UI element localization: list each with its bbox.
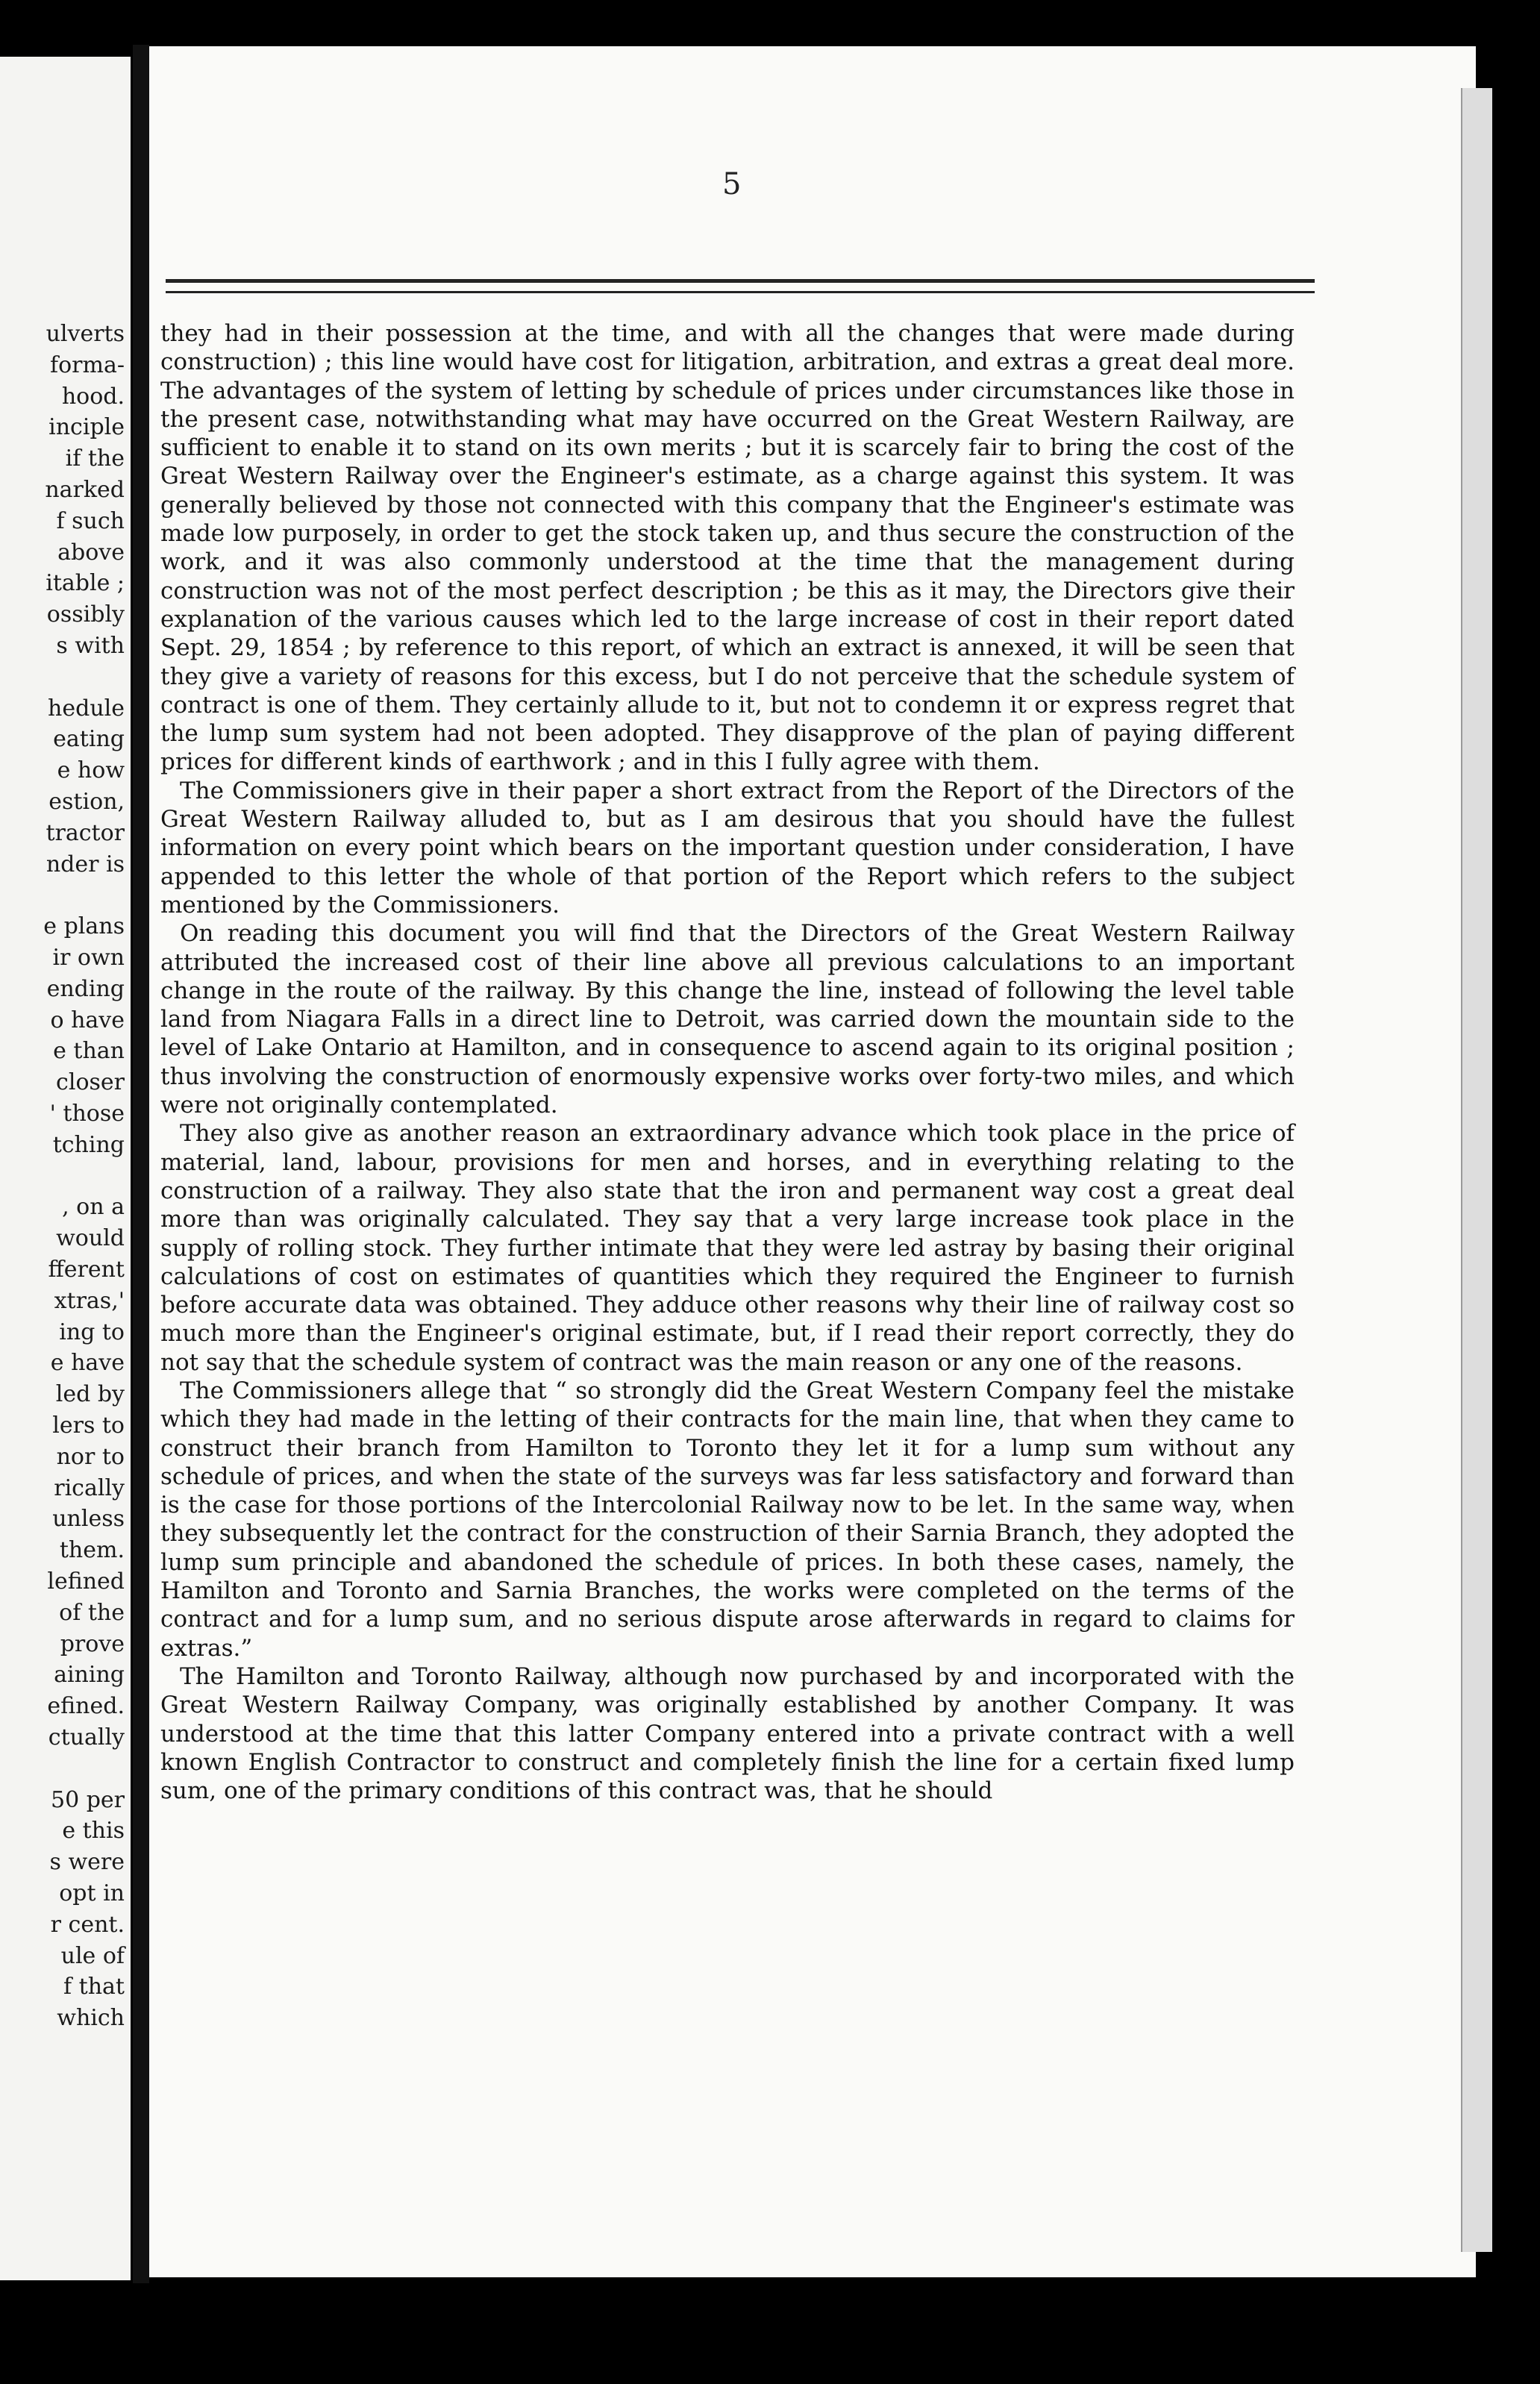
margin-fragment: them. [59, 1537, 125, 1564]
margin-fragment: itable ; [46, 570, 125, 597]
margin-fragment: led by [55, 1381, 125, 1408]
margin-fragment: s were [49, 1849, 125, 1876]
margin-fragment: estion, [48, 789, 125, 815]
margin-fragment: lefined [47, 1568, 125, 1595]
margin-fragment: fferent [48, 1257, 125, 1283]
page-gutter [133, 45, 149, 2283]
margin-fragment: ing to [59, 1318, 125, 1345]
margin-fragment: xtras,' [54, 1287, 125, 1314]
margin-fragment: lers to [52, 1412, 125, 1439]
margin-fragment: e plans [43, 913, 125, 940]
margin-fragment: ossibly [46, 601, 125, 628]
page-edge [1461, 88, 1492, 2252]
body-text [160, 319, 1295, 1805]
margin-fragment: hedule [48, 695, 125, 722]
margin-fragment: rically [54, 1474, 125, 1501]
margin-fragment: 50 per [50, 1786, 125, 1813]
page-number: 5 [722, 167, 742, 201]
margin-fragment: f such [56, 507, 125, 534]
margin-fragment: aining [54, 1662, 125, 1689]
margin-fragment: of the [59, 1599, 125, 1626]
margin-fragment: ir own [52, 945, 125, 971]
header-rule [166, 279, 1315, 283]
paragraph: They also give as another reason an extraordinary advance which took place in the price of material, land, labour, provisions for men and horses, and in everything relating to the construction of a railway. They also state that the iron and permanent way cost a great deal more than was originally calculated. They say that a very large increase took place in the supply of rolling stock. They further intimate that they were led astray by basing their original calculations of cost on estimates of quantities which they required the Engineer to furnish before accurate data was obtained. They adduce other reasons why their line of railway cost so much more than the Engineer's original estimate, but, if I read their report correctly, they do not say that the schedule system of contract was the main reason or any one of the reasons. [160, 1120, 1295, 1376]
margin-fragment: forma- [50, 351, 125, 378]
margin-fragment: , on a [62, 1194, 125, 1221]
previous-page-margin [0, 57, 131, 2280]
margin-fragment: eating [53, 726, 125, 753]
paragraph: On reading this document you will find that the Directors of the Great Western Railway attributed the increased cost of their line above all previous calculations to an important change in the route of the railway. By this change the line, instead of following the level table land from Niagara Falls in a direct line to Detroit, was carried down the mountain side to the level of Lake Ontario at Hamilton, and in consequence to ascend again to its original position ; thus involving the construction of enormously expensive works over forty-two miles, and which were not originally contemplated. [160, 920, 1295, 1119]
margin-fragment: which [57, 2005, 125, 2032]
margin-fragment: ' those [49, 1101, 125, 1127]
margin-fragment: e how [57, 757, 125, 784]
margin-fragment: closer [56, 1069, 125, 1096]
margin-fragment: narked [45, 477, 125, 503]
margin-fragment: above [57, 539, 125, 566]
margin-fragment: inciple [48, 414, 125, 441]
margin-fragment: nder is [46, 851, 125, 877]
paragraph: they had in their possession at the time, and with all the changes that were made during construction) ; this line would have cost for litigation, arbitration, and extras a great deal more. The advantages of the system of letting by schedule of prices under circumstances like those in the present case, notwithstanding what may have occurred on the Great Western Railway, are sufficient to enable it to stand on its own merits ; but it is scarcely fair to bring the cost of the Great Western Railway over the Engineer's estimate, as a charge against this system. It was generally believed by those not connected with this company that the Engineer's estimate was made low purposely, in order to get the stock taken up, and thus secure the construction of the work, and it was also commonly understood at the time that the management during construction was not of the most perfect description ; be this as it may, the Directors give their explanation of the various causes which led to the large increase of cost in their report dated Sept. 29, 1854 ; by reference to this report, of which an extract is annexed, it will be seen that they give a variety of reasons for this excess, but I do not perceive that the schedule system of contract is one of them. They certainly allude to it, but not to condemn it or express regret that the lump sum system had not been adopted. They disapprove of the plan of paying different prices for different kinds of earthwork ; and in this I fully agree with them. [160, 320, 1295, 776]
paragraph: The Hamilton and Toronto Railway, although now purchased by and incorporated with the Great Western Railway Company, was originally established by another Company. It was understood at the time that this latter Company entered into a private contract with a well known English Contractor to construct and completely finish the line for a certain fixed lump sum, one of the primary conditions of this contract was, that he should [160, 1662, 1295, 1805]
margin-fragment: if the [65, 445, 125, 472]
margin-fragment: f that [63, 1974, 125, 2000]
margin-fragment: ctually [48, 1724, 125, 1751]
margin-fragment: e have [50, 1350, 125, 1377]
margin-fragment: nor to [56, 1443, 125, 1470]
margin-fragment: unless [52, 1506, 125, 1533]
margin-fragment: tractor [46, 819, 125, 846]
header-rule-thin [166, 291, 1315, 293]
margin-fragment: s with [56, 633, 125, 659]
margin-fragment: e than [53, 1038, 125, 1065]
margin-fragment: hood. [61, 383, 125, 410]
paragraph: The Commissioners give in their paper a short extract from the Report of the Directors of the Great Western Railway alluded to, but as I am desirous that you should have the fullest information on every point which bears on the important question under consideration, I have appended to this letter the whole of that portion of the Report which refers to the subject mentioned by the Commissioners. [160, 777, 1295, 919]
margin-fragment: ulverts [46, 321, 125, 347]
margin-fragment: efined. [47, 1693, 125, 1720]
margin-fragment: r cent. [50, 1911, 125, 1938]
margin-fragment: ule of [60, 1942, 125, 1969]
paragraph: The Commissioners allege that “ so strongly did the Great Western Company feel the mistake which they had made in the letting of their contracts for the main line, that when they came to construct their branch from Hamilton to Toronto they let it for a lump sum without any schedule of prices, and when the state of the surveys was far less satisfactory and forward than is the case for those portions of the Intercolonial Railway now to be let. In the same way, when they subsequently let the contract for the construction of their Sarnia Branch, they adopted the lump sum principle and abandoned the schedule of prices. In both these cases, namely, the Hamilton and Toronto and Sarnia Branches, the works were completed on the terms of the contract and for a lump sum, and no serious dispute arose afterwards in regard to claims for extras.” [160, 1377, 1295, 1662]
margin-fragment: o have [50, 1007, 125, 1033]
margin-fragment: opt in [59, 1880, 125, 1906]
margin-fragment: e this [62, 1818, 125, 1845]
margin-fragment: tching [52, 1131, 125, 1158]
margin-fragment: ending [46, 975, 125, 1002]
margin-fragment: prove [60, 1630, 125, 1657]
margin-fragment: would [56, 1225, 125, 1252]
